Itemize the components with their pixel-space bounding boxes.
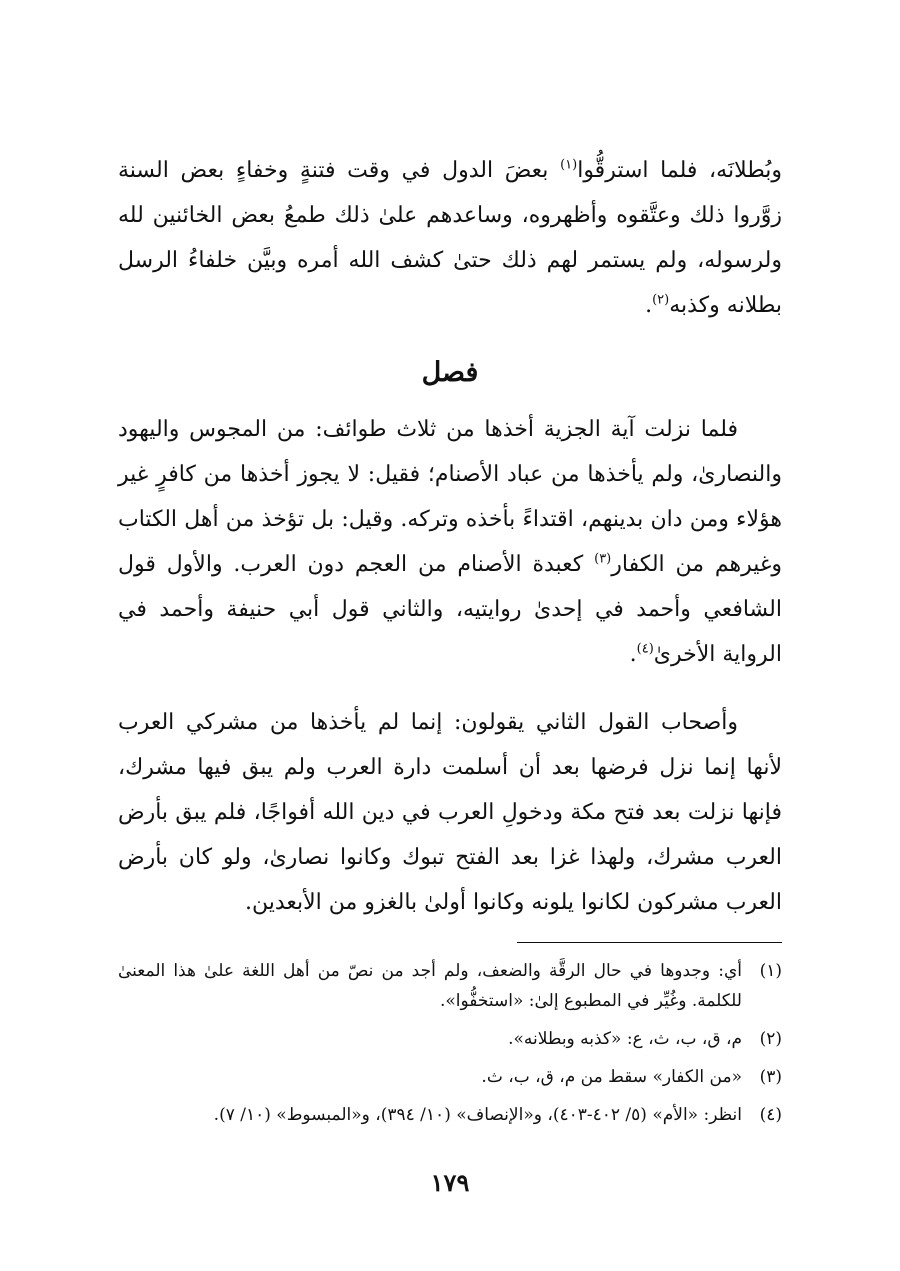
footnote-ref-4[interactable]: (٤)	[636, 641, 654, 657]
footnotes-list	[118, 956, 782, 1138]
paragraph-1-text-b: بعضَ الدول في وقت فتنةٍ وخفاءٍ بعض السنة زوَّروا ذلك وعتَّقوه وأظهروه، وساعدهم علىٰ ذلك طمعُ بعض الخائنين لله ولرسوله، ولم يستمر لهم ذلك حتىٰ كشف الله أمره وبيَّن خلفاءُ الرسل بطلانه وكذبه	[118, 158, 782, 318]
footnote-text: م، ق، ب، ث، ع: «كذبه وبطلانه».	[508, 1029, 742, 1049]
footnote-number: (١)	[759, 961, 782, 981]
footnote-1	[118, 956, 782, 1016]
paragraph-1-text-a: وبُطلانَه، فلما استرقُّوا	[577, 158, 782, 183]
footnote-text: أي: وجدوها في حال الرقَّة والضعف، ولم أجد من نصّ من أهل اللغة علىٰ هذا المعنىٰ للكلمة. وغُيِّر في المطبوع إلىٰ: «استخفُّوا».	[118, 961, 742, 1011]
footnote-ref-3[interactable]: (٣)	[594, 551, 612, 567]
paragraph-2-end: .	[629, 642, 637, 667]
footnote-number: (٣)	[759, 1067, 782, 1087]
footnote-ref-2[interactable]: (٢)	[652, 292, 670, 308]
footnote-3	[118, 1062, 782, 1092]
footnote-2	[118, 1024, 782, 1054]
footnote-number: (٤)	[759, 1105, 782, 1125]
footnote-ref-1[interactable]: (١)	[560, 157, 578, 173]
paragraph-3	[118, 700, 782, 925]
paragraph-1	[118, 148, 782, 328]
footnote-divider	[517, 942, 782, 943]
paragraph-1-end: .	[645, 293, 653, 318]
page-number: ١٧٩	[430, 1168, 470, 1197]
footnote-4	[118, 1100, 782, 1130]
paragraph-2-text-a: فلما نزلت آية الجزية أخذها من ثلاث طوائف: من المجوس واليهود والنصارىٰ، ولم يأخذها من عباد الأصنام؛ فقيل: لا يجوز أخذها من كافرٍ غير هؤلاء ومن دان بدينهم، اقتداءً بأخذه وتركه. وقيل: بل تؤخذ من أهل الكتاب وغيرهم من الكفار	[118, 417, 782, 577]
paragraph-2	[118, 407, 782, 677]
section-heading: فصل	[421, 357, 479, 388]
footnote-text: «من الكفار» سقط من م، ق، ب، ث.	[481, 1067, 742, 1087]
paragraph-3-text: وأصحاب القول الثاني يقولون: إنما لم يأخذها من مشركي العرب لأنها إنما نزل فرضها بعد أن أسلمت دارة العرب ولم يبق فيها مشرك، فإنها نزلت بعد فتح مكة ودخولِ العرب في دين الله أفواجًا، فلم يبق بأرض العرب مشرك، ولهذا غزا بعد الفتح تبوك وكانوا نصارىٰ، ولو كان بأرض العرب مشركون لكانوا يلونه وكانوا أولىٰ بالغزو من الأبعدين.	[118, 710, 782, 915]
paragraph-2-text-b: كعبدة الأصنام من العجم دون العرب. والأول قول الشافعي وأحمد في إحدىٰ روايتيه، والثاني قول أبي حنيفة وأحمد في الرواية الأخرىٰ	[118, 552, 782, 667]
footnote-text: انظر: «الأم» (٥/ ٤٠٢-٤٠٣)، و«الإنصاف» (١٠/ ٣٩٤)، و«المبسوط» (١٠/ ٧).	[213, 1105, 742, 1125]
footnote-number: (٢)	[759, 1029, 782, 1049]
